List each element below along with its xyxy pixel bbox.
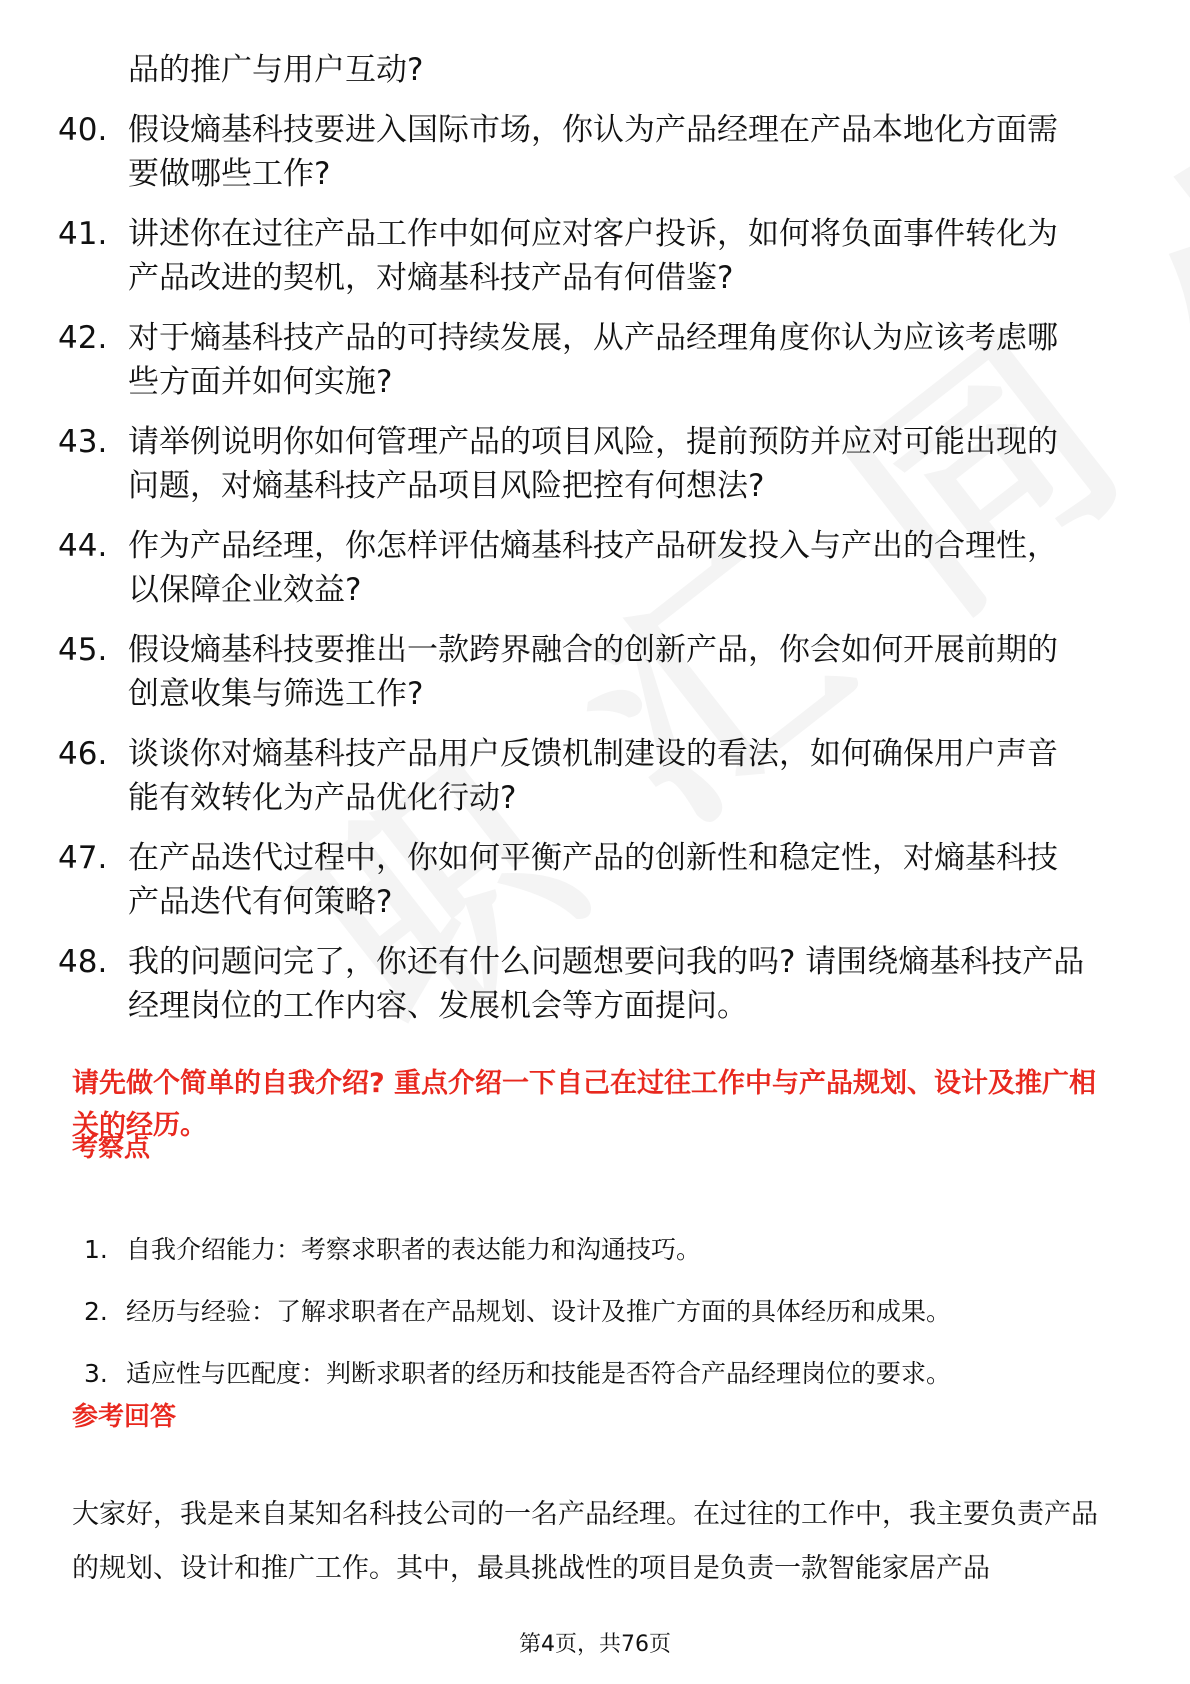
points-heading: 考察点 — [72, 1133, 151, 1163]
question-item — [58, 940, 1118, 1028]
question-item — [58, 836, 1118, 924]
point-text: 适应性与匹配度：判断求职者的经历和技能是否符合产品经理岗位的要求。 — [126, 1359, 952, 1388]
question-number: 40. — [58, 112, 108, 148]
question-text: 品的推广与用户互动? — [128, 52, 424, 88]
question-text: 对于熵基科技产品的可持续发展，从产品经理角度你认为应该考虑哪些方面并如何实施? — [128, 320, 1058, 400]
question-number: 46. — [58, 736, 108, 772]
point-text: 经历与经验：了解求职者在产品规划、设计及推广方面的具体经历和成果。 — [126, 1297, 952, 1326]
question-continuation — [58, 48, 1118, 92]
points-list — [84, 1232, 1114, 1418]
question-list — [58, 48, 1118, 1044]
question-item — [58, 628, 1118, 716]
question-number: 43. — [58, 424, 108, 460]
question-item — [58, 732, 1118, 820]
question-number: 45. — [58, 632, 108, 668]
point-number: 3. — [84, 1359, 108, 1388]
question-item — [58, 420, 1118, 508]
point-number: 2. — [84, 1297, 108, 1326]
question-item — [58, 212, 1118, 300]
question-text: 假设熵基科技要推出一款跨界融合的创新产品，你会如何开展前期的创意收集与筛选工作? — [128, 632, 1058, 712]
question-number: 44. — [58, 528, 108, 564]
point-item — [84, 1232, 1114, 1268]
question-number: 47. — [58, 840, 108, 876]
point-item — [84, 1294, 1114, 1330]
point-item — [84, 1356, 1114, 1392]
point-number: 1. — [84, 1235, 108, 1264]
question-text: 谈谈你对熵基科技产品用户反馈机制建设的看法，如何确保用户声音能有效转化为产品优化行动? — [128, 736, 1058, 816]
page-footer: 第4页，共76页 — [519, 1632, 671, 1657]
question-item — [58, 316, 1118, 404]
question-item — [58, 108, 1118, 196]
question-item — [58, 524, 1118, 612]
highlight-question: 请先做个简单的自我介绍? 重点介绍一下自己在过往工作中与产品规划、设计及推广相关的经历。 — [72, 1068, 1097, 1141]
point-text: 自我介绍能力：考察求职者的表达能力和沟通技巧。 — [126, 1235, 702, 1264]
answer-paragraph: 大家好，我是来自某知名科技公司的一名产品经理。在过往的工作中，我主要负责产品的规划、设计和推广工作。其中，最具挑战性的项目是负责一款智能家居产品 — [72, 1499, 1098, 1584]
question-number: 48. — [58, 944, 108, 980]
question-number: 41. — [58, 216, 108, 252]
question-text: 作为产品经理，你怎样评估熵基科技产品研发投入与产出的合理性，以保障企业效益? — [128, 528, 1058, 608]
question-text: 请举例说明你如何管理产品的项目风险，提前预防并应对可能出现的问题，对熵基科技产品项目风险把控有何想法? — [128, 424, 1058, 504]
answer-heading: 参考回答 — [72, 1402, 177, 1432]
question-text: 假设熵基科技要进入国际市场，你认为产品经理在产品本地化方面需要做哪些工作? — [128, 112, 1058, 192]
question-text: 讲述你在过往产品工作中如何应对客户投诉，如何将负面事件转化为产品改进的契机，对熵基科技产品有何借鉴? — [128, 216, 1058, 296]
question-text: 我的问题问完了，你还有什么问题想要问我的吗? 请围绕熵基科技产品经理岗位的工作内容、发展机会等方面提问。 — [128, 944, 1085, 1024]
question-text: 在产品迭代过程中，你如何平衡产品的创新性和稳定性，对熵基科技产品迭代有何策略? — [128, 840, 1058, 920]
question-number: 42. — [58, 320, 108, 356]
